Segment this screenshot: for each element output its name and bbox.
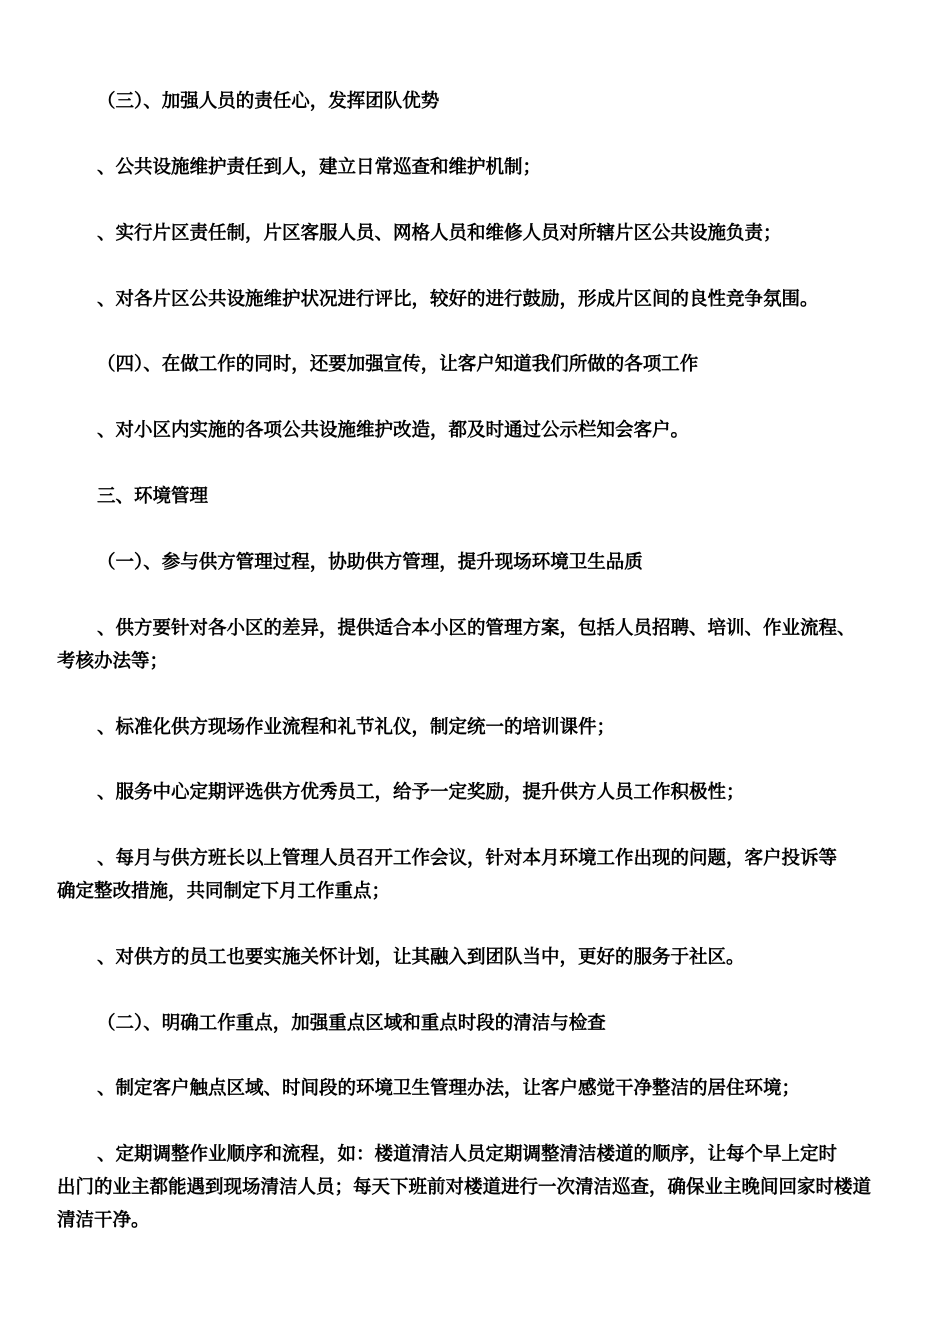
list-item: 、对小区内实施的各项公共设施维护改造，都及时通过公示栏知会客户。 (97, 420, 690, 441)
list-item: 、实行片区责任制，片区客服人员、网格人员和维修人员对所辖片区公共设施负责； (97, 223, 782, 244)
list-item: 、供方要针对各小区的差异，提供适合本小区的管理方案，包括人员招聘、培训、作业流程、 (97, 618, 856, 639)
section-heading-2: （二）、明确工作重点，加强重点区域和重点时段的清洁与检查 (97, 1013, 606, 1034)
list-item: 、公共设施维护责任到人，建立日常巡查和维护机制； (97, 157, 542, 178)
section-heading-3: （三）、加强人员的责任心，发挥团队优势 (97, 91, 440, 112)
section-heading-1: （一）、参与供方管理过程，协助供方管理，提升现场环境卫生品质 (97, 552, 643, 573)
list-item: 、对供方的员工也要实施关怀计划，让其融入到团队当中，更好的服务于社区。 (97, 947, 745, 968)
list-item-continuation: 清洁干净。 (57, 1210, 150, 1231)
list-item-continuation: 出门的业主都能遇到现场清洁人员；每天下班前对楼道进行一次清洁巡查，确保业主晚间回家时楼道 (57, 1177, 872, 1198)
list-item: 、服务中心定期评选供方优秀员工，给予一定奖励，提升供方人员工作积极性； (97, 782, 745, 803)
section-heading-4: （四）、在做工作的同时，还要加强宣传，让客户知道我们所做的各项工作 (97, 354, 699, 375)
list-item: 、每月与供方班长以上管理人员召开工作会议，针对本月环境工作出现的问题，客户投诉等 (97, 848, 838, 869)
list-item: 、制定客户触点区域、时间段的环境卫生管理办法，让客户感觉干净整洁的居住环境； (97, 1078, 801, 1099)
list-item: 、定期调整作业顺序和流程，如：楼道清洁人员定期调整清洁楼道的顺序，让每个早上定时 (97, 1144, 838, 1165)
list-item-continuation: 考核办法等； (57, 651, 169, 672)
list-item-continuation: 确定整改措施，共同制定下月工作重点； (57, 881, 391, 902)
list-item: 、对各片区公共设施维护状况进行评比，较好的进行鼓励，形成片区间的良性竞争氛围。 (97, 289, 819, 310)
chapter-heading: 三、环境管理 (97, 486, 209, 507)
list-item: 、标准化供方现场作业流程和礼节礼仪，制定统一的培训课件； (97, 717, 616, 738)
